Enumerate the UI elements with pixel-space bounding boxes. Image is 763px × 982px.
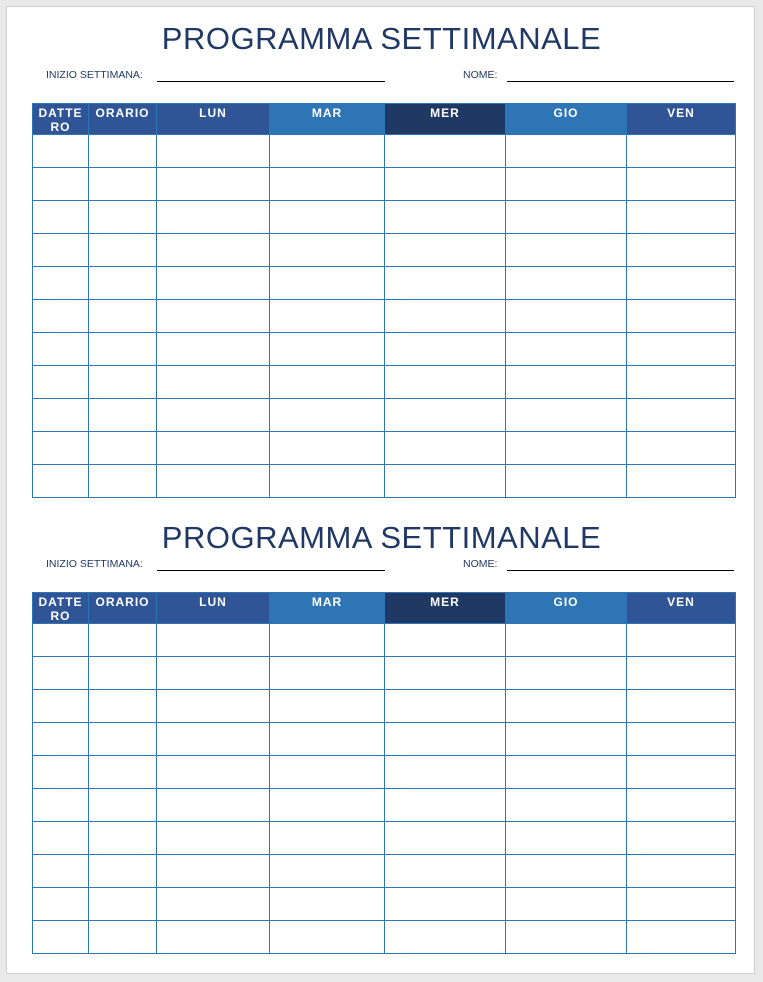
schedule-table [32,103,736,498]
table-row [33,234,736,267]
week-start-field[interactable] [157,570,385,571]
table-cell[interactable] [506,168,627,201]
table-cell[interactable] [270,921,385,954]
table-cell[interactable] [89,201,157,234]
table-cell[interactable] [270,234,385,267]
table-row [33,300,736,333]
table-cell[interactable] [89,366,157,399]
table-cell[interactable] [506,234,627,267]
table-cell[interactable] [506,921,627,954]
table-cell[interactable] [157,465,270,498]
table-cell[interactable] [33,168,89,201]
column-header-time: ORARIO [89,593,157,624]
table-cell[interactable] [33,624,89,657]
table-cell[interactable] [89,399,157,432]
table-cell[interactable] [270,300,385,333]
table-cell[interactable] [89,267,157,300]
table-cell[interactable] [89,855,157,888]
name-label: NOME: [463,69,498,81]
table-cell[interactable] [385,168,506,201]
table-row [33,822,736,855]
table-cell[interactable] [33,921,89,954]
table-cell[interactable] [157,201,270,234]
table-cell[interactable] [89,723,157,756]
name-field[interactable] [507,81,734,82]
table-cell[interactable] [270,756,385,789]
week-start-label: INIZIO SETTIMANA: [46,558,143,570]
table-row [33,267,736,300]
table-cell[interactable] [270,657,385,690]
table-cell[interactable] [385,399,506,432]
table-row [33,624,736,657]
table-cell[interactable] [385,756,506,789]
table-cell[interactable] [270,723,385,756]
table-cell[interactable] [385,465,506,498]
table-row [33,465,736,498]
table-cell[interactable] [627,756,736,789]
table-row [33,855,736,888]
column-header-date: DATTERO [33,104,89,135]
column-header-time: ORARIO [89,104,157,135]
table-cell[interactable] [627,333,736,366]
table-cell[interactable] [506,300,627,333]
column-header-monday: LUN [157,593,270,624]
table-cell[interactable] [385,789,506,822]
table-cell[interactable] [33,723,89,756]
table-cell[interactable] [89,234,157,267]
table-row [33,135,736,168]
table-cell[interactable] [627,855,736,888]
table-cell[interactable] [157,267,270,300]
table-cell[interactable] [33,366,89,399]
column-header-wednesday: MER [385,104,506,135]
table-cell[interactable] [270,855,385,888]
header-row [33,593,736,624]
schedule-title: PROGRAMMA SETTIMANALE [161,21,602,56]
table-cell[interactable] [506,267,627,300]
schedule-body [33,624,736,954]
table-cell[interactable] [33,300,89,333]
table-cell[interactable] [627,888,736,921]
table-row [33,690,736,723]
table-cell[interactable] [270,888,385,921]
table-cell[interactable] [33,756,89,789]
table-cell[interactable] [506,366,627,399]
table-row [33,756,736,789]
table-cell[interactable] [270,399,385,432]
table-cell[interactable] [89,690,157,723]
week-start-field[interactable] [157,81,385,82]
table-cell[interactable] [89,888,157,921]
table-cell[interactable] [89,624,157,657]
table-cell[interactable] [157,657,270,690]
table-cell[interactable] [89,465,157,498]
table-cell[interactable] [157,855,270,888]
table-cell[interactable] [270,465,385,498]
table-cell[interactable] [33,657,89,690]
table-cell[interactable] [385,657,506,690]
table-cell[interactable] [33,690,89,723]
table-cell[interactable] [627,921,736,954]
table-cell[interactable] [33,267,89,300]
table-cell[interactable] [270,333,385,366]
table-cell[interactable] [506,723,627,756]
table-cell[interactable] [270,366,385,399]
table-row [33,723,736,756]
table-cell[interactable] [89,822,157,855]
table-cell[interactable] [89,789,157,822]
name-field[interactable] [507,570,734,571]
table-cell[interactable] [627,201,736,234]
table-cell[interactable] [385,135,506,168]
table-cell[interactable] [627,822,736,855]
table-cell[interactable] [385,333,506,366]
table-cell[interactable] [385,921,506,954]
table-cell[interactable] [506,624,627,657]
table-cell[interactable] [627,267,736,300]
table-cell[interactable] [506,888,627,921]
table-cell[interactable] [89,921,157,954]
table-cell[interactable] [157,624,270,657]
table-cell[interactable] [627,168,736,201]
table-cell[interactable] [270,201,385,234]
schedule-body [33,135,736,498]
table-cell[interactable] [385,888,506,921]
column-header-thursday: GIO [506,104,627,135]
table-cell[interactable] [385,201,506,234]
table-row [33,888,736,921]
table-row [33,657,736,690]
table-row [33,366,736,399]
table-cell[interactable] [157,168,270,201]
table-row [33,921,736,954]
column-header-tuesday: MAR [270,593,385,624]
column-header-wednesday: MER [385,593,506,624]
table-cell[interactable] [270,822,385,855]
table-cell[interactable] [270,789,385,822]
table-cell[interactable] [270,135,385,168]
table-cell[interactable] [33,855,89,888]
table-cell[interactable] [33,201,89,234]
table-cell[interactable] [385,855,506,888]
table-cell[interactable] [385,300,506,333]
table-cell[interactable] [89,135,157,168]
table-cell[interactable] [157,432,270,465]
table-cell[interactable] [506,690,627,723]
table-cell[interactable] [506,333,627,366]
table-cell[interactable] [627,624,736,657]
table-cell[interactable] [89,432,157,465]
table-row [33,168,736,201]
table-cell[interactable] [627,690,736,723]
table-cell[interactable] [157,135,270,168]
table-cell[interactable] [627,399,736,432]
table-cell[interactable] [506,789,627,822]
table-cell[interactable] [270,624,385,657]
table-row [33,399,736,432]
column-header-date: DATTERO [33,593,89,624]
table-cell[interactable] [270,267,385,300]
table-cell[interactable] [385,234,506,267]
table-row [33,333,736,366]
table-cell[interactable] [157,888,270,921]
table-cell[interactable] [627,234,736,267]
table-cell[interactable] [157,789,270,822]
table-row [33,432,736,465]
table-cell[interactable] [33,888,89,921]
table-cell[interactable] [33,465,89,498]
table-cell[interactable] [385,267,506,300]
table-cell[interactable] [385,624,506,657]
document-page [6,6,755,974]
table-cell[interactable] [89,657,157,690]
table-cell[interactable] [627,789,736,822]
table-cell[interactable] [33,399,89,432]
column-header-friday: VEN [627,593,736,624]
table-cell[interactable] [627,723,736,756]
table-cell[interactable] [506,399,627,432]
column-header-thursday: GIO [506,593,627,624]
table-cell[interactable] [89,333,157,366]
table-cell[interactable] [33,432,89,465]
table-cell[interactable] [385,723,506,756]
table-cell[interactable] [157,366,270,399]
table-cell[interactable] [89,300,157,333]
table-cell[interactable] [157,399,270,432]
table-row [33,789,736,822]
table-cell[interactable] [506,657,627,690]
schedule-table [32,592,736,954]
table-cell[interactable] [157,756,270,789]
table-cell[interactable] [385,432,506,465]
table-cell[interactable] [157,333,270,366]
header-row [33,104,736,135]
table-cell[interactable] [33,333,89,366]
table-cell[interactable] [33,135,89,168]
column-header-monday: LUN [157,104,270,135]
name-label: NOME: [463,558,498,570]
table-cell[interactable] [627,657,736,690]
table-cell[interactable] [506,135,627,168]
table-cell[interactable] [33,789,89,822]
table-cell[interactable] [385,690,506,723]
week-start-label: INIZIO SETTIMANA: [46,69,143,81]
table-cell[interactable] [89,756,157,789]
table-cell[interactable] [627,366,736,399]
table-cell[interactable] [627,465,736,498]
table-cell[interactable] [33,822,89,855]
table-cell[interactable] [89,168,157,201]
table-cell[interactable] [506,756,627,789]
table-cell[interactable] [627,432,736,465]
table-cell[interactable] [33,234,89,267]
table-cell[interactable] [506,432,627,465]
table-row [33,201,736,234]
table-cell[interactable] [385,822,506,855]
table-cell[interactable] [627,300,736,333]
table-cell[interactable] [506,465,627,498]
table-cell[interactable] [270,168,385,201]
table-cell[interactable] [506,201,627,234]
table-cell[interactable] [270,690,385,723]
table-cell[interactable] [157,723,270,756]
table-cell[interactable] [157,300,270,333]
table-cell[interactable] [270,432,385,465]
table-cell[interactable] [506,822,627,855]
table-cell[interactable] [506,855,627,888]
table-cell[interactable] [157,822,270,855]
table-cell[interactable] [627,135,736,168]
table-cell[interactable] [157,921,270,954]
table-cell[interactable] [157,234,270,267]
column-header-friday: VEN [627,104,736,135]
table-cell[interactable] [157,690,270,723]
column-header-tuesday: MAR [270,104,385,135]
table-cell[interactable] [385,366,506,399]
schedule-title: PROGRAMMA SETTIMANALE [161,520,602,555]
